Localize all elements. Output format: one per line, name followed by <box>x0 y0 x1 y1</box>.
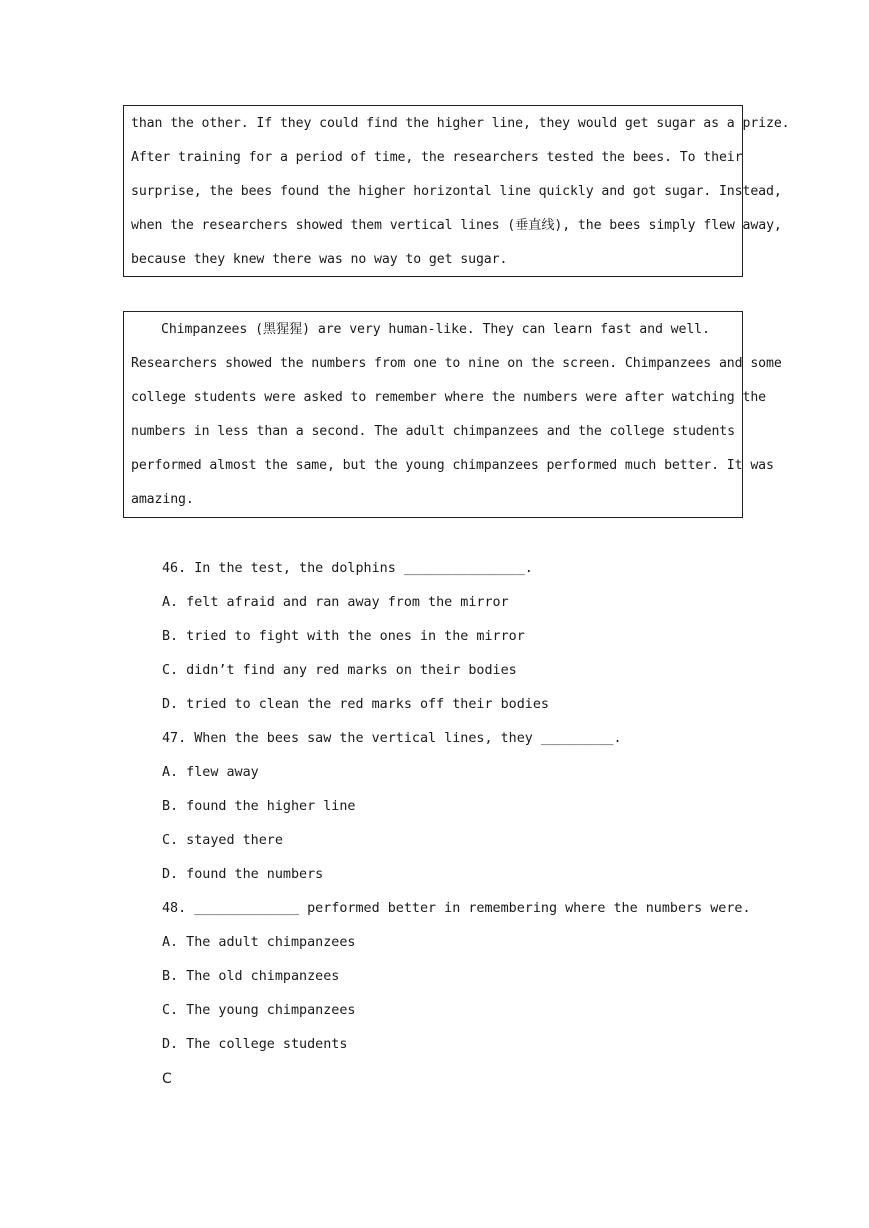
option-b: B. found the higher line <box>162 799 356 814</box>
question-46 <box>162 552 762 722</box>
option-a: A. felt afraid and ran away from the mirror <box>162 595 509 610</box>
passage-line: Researchers showed the numbers from one to nine on the screen. Chimpanzees and some <box>131 356 782 371</box>
passage-box-bees <box>123 105 790 277</box>
question-47 <box>162 722 762 892</box>
option-a: A. The adult chimpanzees <box>162 935 356 950</box>
question-stem: 47. When the bees saw the vertical lines, they _________. <box>162 731 622 746</box>
answer-key: C <box>162 1071 172 1087</box>
passage-box-chimpanzees <box>123 311 782 518</box>
option-a: A. flew away <box>162 765 259 780</box>
question-stem: 46. In the test, the dolphins _______________. <box>162 561 533 576</box>
passage-line: amazing. <box>131 492 194 507</box>
option-b: B. tried to fight with the ones in the mirror <box>162 629 525 644</box>
passage-line: when the researchers showed them vertical lines (垂直线), the bees simply flew away, <box>131 218 782 233</box>
option-b: B. The old chimpanzees <box>162 969 340 984</box>
passage-line: than the other. If they could find the higher line, they would get sugar as a prize. <box>131 116 790 131</box>
option-c: C. stayed there <box>162 833 283 848</box>
option-d: D. tried to clean the red marks off their bodies <box>162 697 549 712</box>
passage-line: numbers in less than a second. The adult chimpanzees and the college students <box>131 424 735 439</box>
option-c: C. didn’t find any red marks on their bodies <box>162 663 517 678</box>
option-c: C. The young chimpanzees <box>162 1003 356 1018</box>
passage-line: because they knew there was no way to get sugar. <box>131 252 508 267</box>
option-d: D. found the numbers <box>162 867 324 882</box>
passage-line: performed almost the same, but the young chimpanzees performed much better. It was <box>131 458 774 473</box>
question-48 <box>162 892 762 1062</box>
question-list <box>162 552 762 1096</box>
passage-line: college students were asked to remember where the numbers were after watching the <box>131 390 767 405</box>
passage-line: Chimpanzees (黑猩猩) are very human-like. They can learn fast and well. <box>161 322 710 337</box>
passage-line: After training for a period of time, the researchers tested the bees. To their <box>131 150 743 165</box>
question-stem: 48. _____________ performed better in remembering where the numbers were. <box>162 901 751 916</box>
option-d: D. The college students <box>162 1037 348 1052</box>
passage-line: surprise, the bees found the higher horizontal line quickly and got sugar. Instead, <box>131 184 782 199</box>
